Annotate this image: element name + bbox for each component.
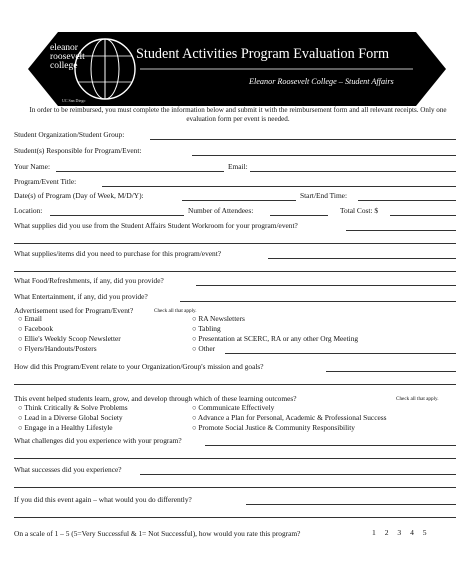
ad-option-label: Other bbox=[198, 344, 216, 353]
name-field[interactable] bbox=[56, 171, 224, 172]
ad-option[interactable]: ○ Facebook bbox=[18, 324, 54, 333]
mission-field[interactable] bbox=[326, 371, 456, 372]
page-title: Student Activities Program Evaluation Form bbox=[136, 46, 389, 62]
attendees-label: Number of Attendees: bbox=[188, 206, 254, 215]
ad-option-label: Ellie's Weekly Scoop Newsletter bbox=[24, 334, 121, 343]
name-label: Your Name: bbox=[14, 162, 50, 171]
outcome-option[interactable]: ○ Lead in a Diverse Global Society bbox=[18, 413, 123, 422]
supplies-used-field[interactable] bbox=[346, 230, 456, 231]
ad-option[interactable]: ○ Flyers/Handouts/Posters bbox=[18, 344, 97, 353]
start-end-field[interactable] bbox=[358, 200, 456, 201]
event-title-field[interactable] bbox=[102, 186, 456, 187]
outcome-option[interactable]: ○ Think Critically & Solve Problems bbox=[18, 403, 128, 412]
ad-option[interactable]: ○ RA Newsletters bbox=[192, 314, 245, 323]
ad-option-label: Presentation at SCERC, RA or any other Org Meeting bbox=[198, 334, 359, 343]
responsible-field[interactable] bbox=[192, 155, 456, 156]
date-label: Date(s) of Program (Day of Week, M/D/Y): bbox=[14, 191, 144, 200]
ad-option[interactable]: ○ Other bbox=[192, 344, 216, 353]
logo bbox=[50, 44, 110, 71]
outcome-option[interactable]: ○ Promote Social Justice & Community Responsibility bbox=[192, 423, 355, 432]
logo-line: roosevelt bbox=[50, 52, 85, 62]
entertainment-field[interactable] bbox=[180, 301, 456, 302]
food-field[interactable] bbox=[196, 285, 456, 286]
ad-option[interactable]: ○ Ellie's Weekly Scoop Newsletter bbox=[18, 334, 121, 343]
successes-field-2[interactable] bbox=[14, 487, 456, 488]
date-field[interactable] bbox=[182, 200, 296, 201]
logo-subtitle: UC San Diego bbox=[62, 98, 86, 103]
outcome-option[interactable]: ○ Advance a Plan for Personal, Academic & Professional Success bbox=[192, 413, 387, 422]
ad-option-label: Tabling bbox=[198, 324, 221, 333]
attendees-field[interactable] bbox=[270, 215, 328, 216]
ad-option-label: Facebook bbox=[24, 324, 54, 333]
email-label: Email: bbox=[228, 162, 248, 171]
org-label: Student Organization/Student Group: bbox=[14, 130, 125, 139]
outcome-option[interactable]: ○ Communicate Effectively bbox=[192, 403, 275, 412]
location-field[interactable] bbox=[50, 215, 184, 216]
challenges-field-2[interactable] bbox=[14, 458, 456, 459]
differently-field-2[interactable] bbox=[14, 517, 456, 518]
ad-other-field[interactable] bbox=[225, 353, 456, 354]
ad-option-label: Flyers/Handouts/Posters bbox=[24, 344, 97, 353]
responsible-label: Student(s) Responsible for Program/Event: bbox=[14, 146, 142, 155]
scale-label: On a scale of 1 – 5 (5=Very Successful & 1= Not Successful), how would you rate this program? bbox=[14, 529, 301, 538]
outcome-option-label: Think Critically & Solve Problems bbox=[24, 403, 128, 412]
advertisement-label: Advertisement used for Program/Event? bbox=[14, 306, 134, 315]
ad-option[interactable]: ○ Tabling bbox=[192, 324, 221, 333]
ad-option-label: RA Newsletters bbox=[198, 314, 245, 323]
entertainment-label: What Entertainment, if any, did you provide? bbox=[14, 292, 148, 301]
org-field[interactable] bbox=[150, 139, 456, 140]
event-title-label: Program/Event Title: bbox=[14, 177, 77, 186]
learning-label: This event helped students learn, grow, and develop through which of these learning outcomes? bbox=[14, 394, 297, 403]
outcome-option-label: Communicate Effectively bbox=[198, 403, 275, 412]
successes-label: What successes did you experience? bbox=[14, 465, 122, 474]
logo-line: eleanor bbox=[50, 43, 78, 53]
mission-label: How did this Program/Event relate to your Organization/Group's mission and goals? bbox=[14, 362, 264, 371]
differently-label: If you did this event again – what would you do differently? bbox=[14, 495, 192, 504]
outcome-option-label: Advance a Plan for Personal, Academic & Professional Success bbox=[197, 413, 387, 422]
ad-option[interactable]: ○ Presentation at SCERC, RA or any other Org Meeting bbox=[192, 334, 359, 343]
outcome-option-label: Promote Social Justice & Community Responsibility bbox=[198, 423, 355, 432]
supplies-purchase-field-2[interactable] bbox=[14, 271, 456, 272]
supplies-purchase-field[interactable] bbox=[268, 258, 456, 259]
differently-field[interactable] bbox=[246, 504, 456, 505]
supplies-purchase-label: What supplies/items did you need to purchase for this program/event? bbox=[14, 249, 222, 258]
check-all-note: Check all that apply. bbox=[154, 308, 197, 314]
page-subtitle: Eleanor Roosevelt College – Student Affairs bbox=[249, 77, 394, 86]
total-cost-field[interactable] bbox=[390, 215, 456, 216]
challenges-label: What challenges did you experience with your program? bbox=[14, 436, 182, 445]
food-label: What Food/Refreshments, if any, did you provide? bbox=[14, 276, 164, 285]
total-cost-label: Total Cost: $ bbox=[340, 206, 379, 215]
ad-option[interactable]: ○ Email bbox=[18, 314, 42, 323]
challenges-field[interactable] bbox=[205, 445, 456, 446]
logo-line: college bbox=[50, 61, 78, 71]
successes-field[interactable] bbox=[140, 474, 456, 475]
check-all-note-2: Check all that apply. bbox=[396, 396, 439, 402]
mission-field-2[interactable] bbox=[14, 384, 456, 385]
outcome-option-label: Lead in a Diverse Global Society bbox=[24, 413, 123, 422]
supplies-used-label: What supplies did you use from the Student Affairs Student Workroom for your program/event? bbox=[14, 221, 298, 230]
intro-text: In order to be reimbursed, you must complete the information below and submit it with the reimbursement form and all relevant receipts. Only one evaluation form per event is needed. bbox=[29, 106, 447, 123]
outcome-option-label: Engage in a Healthy Lifestyle bbox=[24, 423, 113, 432]
rating-options[interactable]: 1 2 3 4 5 bbox=[372, 528, 427, 537]
ad-option-label: Email bbox=[24, 314, 42, 323]
email-field[interactable] bbox=[250, 171, 456, 172]
location-label: Location: bbox=[14, 206, 43, 215]
outcome-option[interactable]: ○ Engage in a Healthy Lifestyle bbox=[18, 423, 113, 432]
supplies-used-field-2[interactable] bbox=[14, 243, 456, 244]
start-end-label: Start/End Time: bbox=[300, 191, 348, 200]
